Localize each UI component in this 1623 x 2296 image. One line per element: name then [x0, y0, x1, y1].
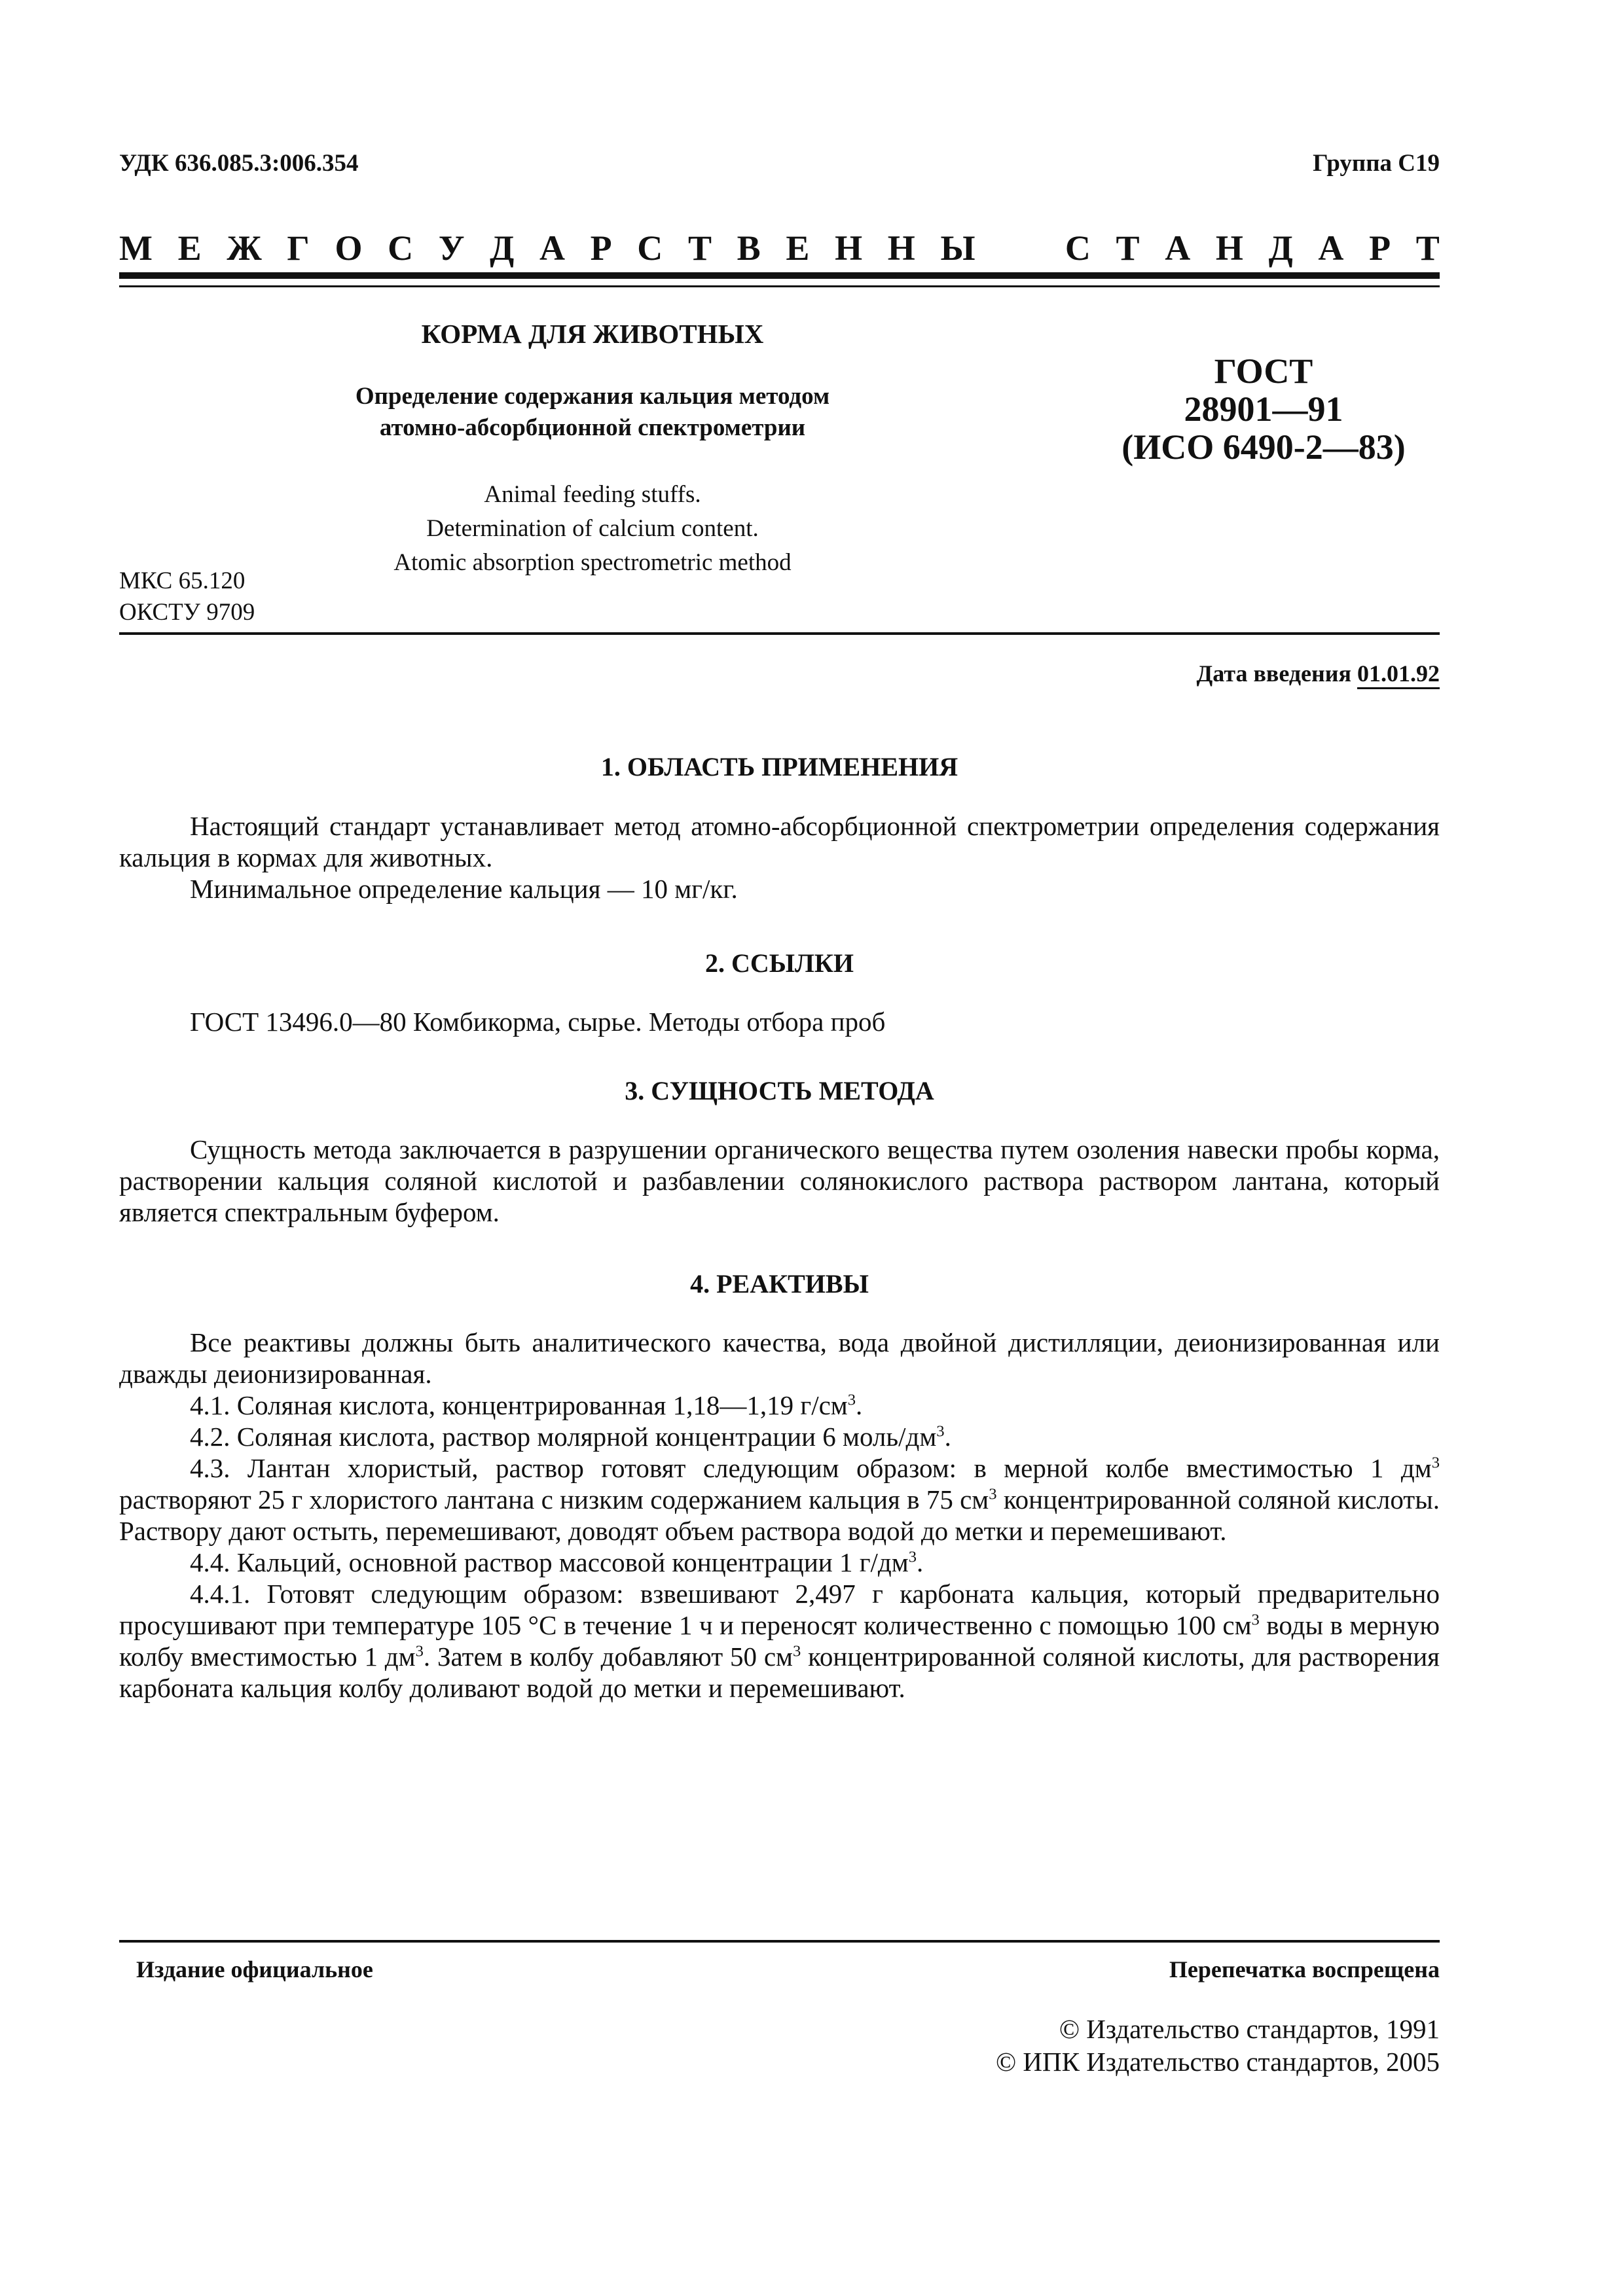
letter: Н [835, 228, 863, 268]
letter: Н [887, 228, 915, 268]
gost-designation [1074, 352, 1453, 466]
mks-code: МКС 65.120 [119, 567, 246, 594]
copyright-block [996, 2013, 1440, 2078]
paragraph: Все реактивы должны быть аналитического качества, вода двойной дистилляции, деионизированная или дважды деионизированная. [119, 1327, 1440, 1389]
paragraph: Сущность метода заключается в разрушении органического вещества путем озоления навески пробы корма, растворении кальция соляной кислотой и разбавлении солянокислого раствора раствором лантана, который является спектральным буфером. [119, 1134, 1440, 1227]
subtitle-line: Определение содержания кальция методом [355, 383, 830, 410]
section-3-heading: 3. СУЩНОСТЬ МЕТОДА [625, 1076, 934, 1105]
section-4-heading: 4. РЕАКТИВЫ [690, 1269, 869, 1299]
letter: С [388, 228, 414, 268]
section-2-body [119, 1006, 1440, 1037]
standard-type-heading [119, 228, 1440, 268]
letter: С [1065, 228, 1091, 268]
section-2-heading: 2. ССЫЛКИ [705, 948, 854, 978]
letter: Р [590, 228, 612, 268]
introduction-date [1197, 660, 1440, 687]
letter: Н [1215, 228, 1243, 268]
product-title: КОРМА ДЛЯ ЖИВОТНЫХ [421, 319, 764, 349]
gost-number: 28901—91 [1184, 389, 1343, 429]
letter: Ы [940, 228, 976, 268]
letter: В [737, 228, 761, 268]
footer-rule [119, 1940, 1440, 1943]
clause-4-3: 4.3. Лантан хлористый, раствор готовят следующим образом: в мерной колбе вместимостью 1 $дм^3$ растворяют 25 г хлористого лантана с низким содержанием кальция в 75 $см^3$ концентрированной соляной кислоты. Раствору дают остыть, перемешивают, доводят объем раствора водой до метки и перемешивают. [119, 1453, 1440, 1546]
paragraph: ГОСТ 13496.0—80 Комбикорма, сырье. Методы отбора проб [190, 1007, 886, 1037]
letter: Е [177, 228, 202, 268]
gost-label: ГОСТ [1214, 351, 1313, 391]
clause-4-4-1: 4.4.1. Готовят следующим образом: взвешивают 2,497 г карбоната кальция, который предварительно просушивают при температуре 105 °С в течение 1 ч и переносят количественно с помощью 100 $см^3$ воды в мерную колбу вместимостью 1 $дм^3$. Затем в колбу добавляют 50 $см^3$ концентрированной соляной кислоты, для растворения карбоната кальция колбу доливают водой до метки и перемешивают. [119, 1579, 1440, 1703]
document-subtitle [249, 381, 936, 444]
okstu-code: ОКСТУ 9709 [119, 599, 255, 626]
group-code: Группа С19 [1313, 150, 1440, 177]
english-title [314, 478, 871, 580]
copyright-line: © ИПК Издательство стандартов, 2005 [995, 2047, 1440, 2077]
word-gap [1000, 228, 1040, 268]
clause-4-1: 4.1. Соляная кислота, концентрированная 1,18—1,19 $г/см^3$. [190, 1390, 863, 1420]
title-block-rule [119, 632, 1440, 635]
letter: С [637, 228, 663, 268]
iso-number: (ИСО 6490-2—83) [1122, 427, 1406, 467]
header-rule-thick [119, 272, 1440, 279]
udk-code: УДК 636.085.3:006.354 [119, 150, 359, 177]
edition-note: Издание официальное [136, 1956, 373, 1982]
section-1-body [119, 810, 1440, 905]
copyright-line: © Издательство стандартов, 1991 [1059, 2014, 1440, 2044]
paragraph: Минимальное определение кальция — 10 мг/кг. [190, 874, 738, 904]
letter: Д [1268, 228, 1293, 268]
header-rule-thin [119, 285, 1440, 287]
letter: Г [287, 228, 310, 268]
letter: Т [687, 228, 712, 268]
letter: М [119, 228, 153, 268]
clause-4-4: 4.4. Кальций, основной раствор массовой концентрации 1 $г/дм^3$. [190, 1547, 924, 1577]
letter: А [1318, 228, 1344, 268]
date-label: Дата введения [1196, 660, 1351, 687]
letter: О [335, 228, 363, 268]
letter: А [1165, 228, 1191, 268]
letter: Р [1369, 228, 1391, 268]
date-value: 01.01.92 [1357, 660, 1440, 689]
section-4-body [119, 1327, 1440, 1704]
letter: Т [1116, 228, 1140, 268]
letter: Ж [227, 228, 262, 268]
subtitle-line: атомно-абсорбционной спектрометрии [379, 414, 806, 441]
letter: Т [1415, 228, 1440, 268]
letter: А [539, 228, 565, 268]
english-line: Animal feeding stuffs. [484, 481, 701, 508]
section-3-body [119, 1134, 1440, 1228]
english-line: Determination of calcium content. [426, 515, 759, 542]
letter: У [438, 228, 465, 268]
paragraph: Настоящий стандарт устанавливает метод атомно-абсорбционной спектрометрии определения содержания кальция в кормах для животных. [119, 811, 1440, 872]
section-1-heading: 1. ОБЛАСТЬ ПРИМЕНЕНИЯ [600, 752, 958, 781]
letter: Е [786, 228, 810, 268]
clause-4-2: 4.2. Соляная кислота, раствор молярной концентрации 6 моль/$дм^3$. [190, 1422, 951, 1452]
letter: Д [490, 228, 515, 268]
english-line: Atomic absorption spectrometric method [393, 549, 792, 576]
classification-codes [119, 565, 255, 628]
reprint-note: Перепечатка воспрещена [1169, 1956, 1440, 1982]
